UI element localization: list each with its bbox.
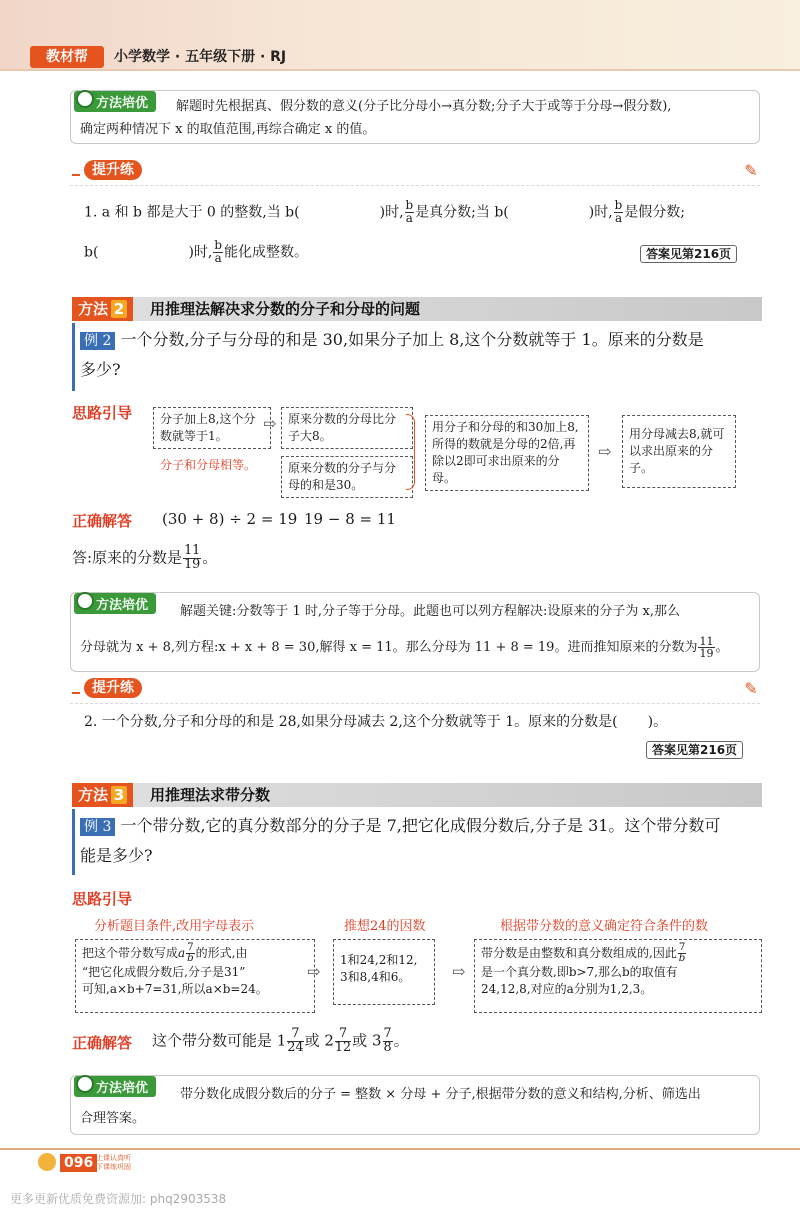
m3-head-2: 推想24的因数 bbox=[344, 919, 426, 934]
example3-line1: 例 3 一个带分数,它的真分数部分的分子是 7,把它化成假分数后,分子是 31。这个带分数可 bbox=[80, 812, 760, 840]
m3-answer: 这个带分数可能是 1 $\frac{7}{24}$ 或 2 $\frac{7}{12}$ 或 3 $\frac{7}{8}$ 。 bbox=[152, 1026, 409, 1055]
header-divider bbox=[0, 69, 800, 71]
m2-box-4: 用分子和分母的和30加上8,所得的数就是分母的2倍,再除以2即可求出原来的分母。 bbox=[425, 415, 589, 491]
practice-divider bbox=[70, 185, 760, 186]
silu-label-2: 思路引导 bbox=[72, 890, 133, 908]
m2-answer: 答:原来的分数是 $\frac{11}{19}$ 。 bbox=[72, 543, 218, 572]
method2-label: 方法 2 bbox=[72, 297, 133, 321]
method3-label: 方法 3 bbox=[72, 783, 133, 807]
magnifier-icon bbox=[76, 1075, 94, 1093]
answer-ref-1: 答案见第216页 bbox=[640, 245, 737, 263]
brace-icon bbox=[406, 414, 415, 490]
m2-box-5: 用分母减去8,就可以求出原来的分子。 bbox=[622, 415, 736, 488]
question-1: 1. a 和 b 都是大于 0 的整数,当 b( )时, $\frac{b}{a}$ 是真分数;当 b( )时, $\frac{b}{a}$ 是假分数; bbox=[84, 198, 686, 225]
watermark: 更多更新优质免费资源加: phq2903538 bbox=[10, 1192, 227, 1206]
footer-line bbox=[0, 1148, 800, 1150]
m3-head-1: 分析题目条件,改用字母表示 bbox=[94, 919, 255, 934]
practice-divider bbox=[70, 703, 760, 704]
magnifier-icon bbox=[76, 90, 94, 108]
method2-title: 用推理法解决求分数的分子和分母的问题 bbox=[150, 300, 421, 318]
pencil-icon: ✎ bbox=[744, 679, 758, 698]
arrow-icon: ⇨ bbox=[452, 962, 466, 981]
m3-head-3: 根据带分数的意义确定符合条件的数 bbox=[500, 919, 709, 934]
example3-label: 例 3 bbox=[80, 818, 115, 836]
practice-marker bbox=[72, 692, 80, 694]
practice-label-2: 提升练 bbox=[84, 678, 142, 698]
tip-badge-3: 方法培优 bbox=[74, 1076, 156, 1097]
question-2: 2. 一个分数,分子和分母的和是 28,如果分母减去 2,这个分数就等于 1。原来的分数是( )。 bbox=[84, 714, 668, 730]
m2-box-3: 原来分数的分子与分母的和是30。 bbox=[281, 456, 413, 498]
page-number: 096 bbox=[60, 1154, 97, 1172]
tip2-line2: 分母就为 x + 8,列方程:x + x + 8 = 30,解得 x = 11。那么分母为 11 + 8 = 19。进而推知原来的分数为 $\frac{11}{19}$ 。 bbox=[80, 635, 729, 661]
book-tab: 教材帮 bbox=[30, 46, 104, 68]
m3-box-2: 1和24,2和12, 3和8,4和6。 bbox=[333, 939, 435, 1005]
arrow-icon: ⇨ bbox=[598, 442, 612, 461]
practice-label-1: 提升练 bbox=[84, 160, 142, 180]
m2-red-note: 分子和分母相等。 bbox=[160, 458, 257, 472]
tip-badge-2: 方法培优 bbox=[74, 593, 156, 614]
m2-calc-2: 19 − 8 = 11 bbox=[304, 510, 396, 528]
m3-box-3: 带分数是由整数和真分数组成的,因此 $\frac{7}{b}$ 是一个真分数,即b>7,那么b的取值有 24,12,8,对应的a分别为1,2,3。 bbox=[474, 939, 762, 1013]
pencil-icon: ✎ bbox=[744, 161, 758, 180]
header-title: 小学数学 · 五年级下册 · RJ bbox=[114, 49, 287, 65]
zq-label-2: 正确解答 bbox=[72, 1034, 133, 1052]
tip-badge-1: 方法培优 bbox=[74, 91, 156, 112]
m2-box-1: 分子加上8,这个分数就等于1。 bbox=[153, 407, 271, 449]
m2-calc-1: (30 + 8) ÷ 2 = 19 bbox=[162, 510, 298, 528]
arrow-icon: ⇨ bbox=[307, 962, 321, 981]
magnifier-icon bbox=[76, 592, 94, 610]
footer-note: 上课认真听 下课练巩固 bbox=[96, 1154, 131, 1171]
example2-line1: 例 2 一个分数,分子与分母的和是 30,如果分子加上 8,这个分数就等于 1。原来的分数是 bbox=[80, 326, 760, 354]
tip1-line1: 解题时先根据真、假分数的意义(分子比分母小→真分数;分子大于或等于分母→假分数), bbox=[176, 99, 672, 114]
mascot-icon bbox=[32, 1150, 62, 1174]
practice-marker bbox=[72, 174, 80, 176]
example3-line2: 能是多少? bbox=[80, 846, 153, 865]
tip-box-3 bbox=[70, 1075, 760, 1135]
method3-title: 用推理法求带分数 bbox=[150, 786, 271, 804]
tip3-line2: 合理答案。 bbox=[80, 1111, 146, 1126]
question-1-cont: b( )时, $\frac{b}{a}$ 能化成整数。 bbox=[84, 238, 308, 265]
m3-box-1: 把这个带分数写成a $\frac{7}{b}$ 的形式,由 “把它化成假分数后,分子是31” 可知,a×b+7=31,所以a×b=24。 bbox=[75, 939, 315, 1013]
answer-ref-2: 答案见第216页 bbox=[646, 741, 743, 759]
tip3-line1: 带分数化成假分数后的分子 = 整数 × 分母 + 分子,根据带分数的意义和结构,分析、筛选出 bbox=[180, 1087, 701, 1102]
zq-label-1: 正确解答 bbox=[72, 512, 133, 530]
example2-line2: 多少? bbox=[80, 360, 121, 379]
tip1-line2: 确定两种情况下 x 的取值范围,再综合确定 x 的值。 bbox=[80, 122, 376, 137]
example2-label: 例 2 bbox=[80, 332, 115, 350]
m2-box-2: 原来分数的分母比分子大8。 bbox=[281, 407, 413, 449]
arrow-icon: ⇨ bbox=[263, 414, 277, 433]
tip2-line1: 解题关键:分数等于 1 时,分子等于分母。此题也可以列方程解决:设原来的分子为 x,那么 bbox=[180, 604, 681, 619]
silu-label-1: 思路引导 bbox=[72, 404, 133, 422]
